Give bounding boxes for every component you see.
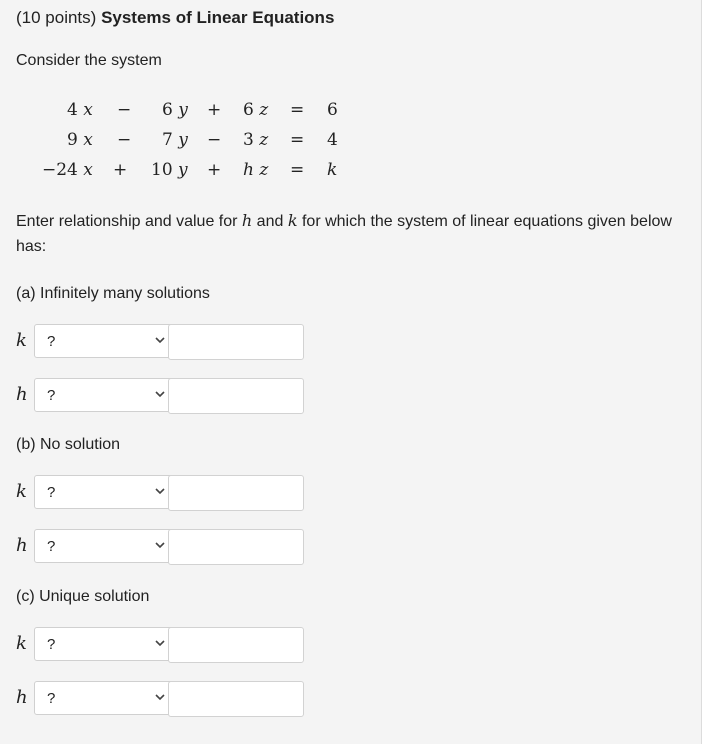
h-label: h <box>16 687 28 708</box>
question-header <box>16 8 334 28</box>
eq2-equals: = <box>290 130 305 150</box>
chevron-down-icon <box>153 636 167 650</box>
k-variable: k <box>287 211 298 230</box>
eq1-op1: − <box>117 100 132 120</box>
eq2-z-term: 3 z <box>243 130 269 150</box>
section-a-label: (a) Infinitely many solutions <box>16 285 210 302</box>
eq3-rhs: k <box>327 160 338 180</box>
b-k-value-input[interactable] <box>168 475 304 511</box>
c-h-relation-select[interactable]: ? <box>34 681 174 715</box>
a-h-relation-select[interactable]: ? <box>34 378 174 412</box>
chevron-down-icon <box>153 690 167 704</box>
h-variable: h <box>241 211 253 230</box>
eq1-x-term: 4 x <box>67 100 93 120</box>
eq2-op1: − <box>117 130 132 150</box>
eq1-z-term: 6 z <box>243 100 269 120</box>
c-k-value-input[interactable] <box>168 627 304 663</box>
eq2-op2: − <box>207 130 222 150</box>
eq3-op2: + <box>207 160 222 180</box>
b-h-relation-select[interactable]: ? <box>34 529 174 563</box>
question-title: Systems of Linear Equations <box>101 8 335 27</box>
intro-text: Consider the system <box>16 52 162 69</box>
c-k-relation-select[interactable]: ? <box>34 627 174 661</box>
eq3-op1: + <box>113 160 128 180</box>
section-c-label: (c) Unique solution <box>16 588 150 605</box>
chevron-down-icon <box>153 333 167 347</box>
a-h-value-input[interactable] <box>168 378 304 414</box>
k-label: k <box>16 330 27 351</box>
eq1-y-term: 6 y <box>162 100 188 120</box>
eq1-rhs: 6 <box>327 100 338 120</box>
c-h-value-input[interactable] <box>168 681 304 717</box>
eq2-rhs: 4 <box>327 130 338 150</box>
k-label: k <box>16 633 27 654</box>
instructions-text: Enter relationship and value for h and k for which the system of linear equations given below has: <box>16 211 672 255</box>
b-h-value-input[interactable] <box>168 529 304 565</box>
h-label: h <box>16 535 28 556</box>
eq3-y-term: 10 y <box>151 160 188 180</box>
eq3-z-term: h z <box>243 160 269 180</box>
a-k-relation-select[interactable]: ? <box>34 324 174 358</box>
points-label: (10 points) <box>16 8 97 27</box>
chevron-down-icon <box>153 538 167 552</box>
eq2-x-term: 9 x <box>67 130 93 150</box>
h-label: h <box>16 384 28 405</box>
eq3-x-term: −24 x <box>42 160 93 180</box>
section-b-label: (b) No solution <box>16 436 121 453</box>
eq3-equals: = <box>290 160 305 180</box>
k-label: k <box>16 481 27 502</box>
eq2-y-term: 7 y <box>162 130 188 150</box>
b-k-relation-select[interactable]: ? <box>34 475 174 509</box>
a-k-value-input[interactable] <box>168 324 304 360</box>
eq1-equals: = <box>290 100 305 120</box>
eq1-op2: + <box>207 100 222 120</box>
chevron-down-icon <box>153 387 167 401</box>
chevron-down-icon <box>153 484 167 498</box>
